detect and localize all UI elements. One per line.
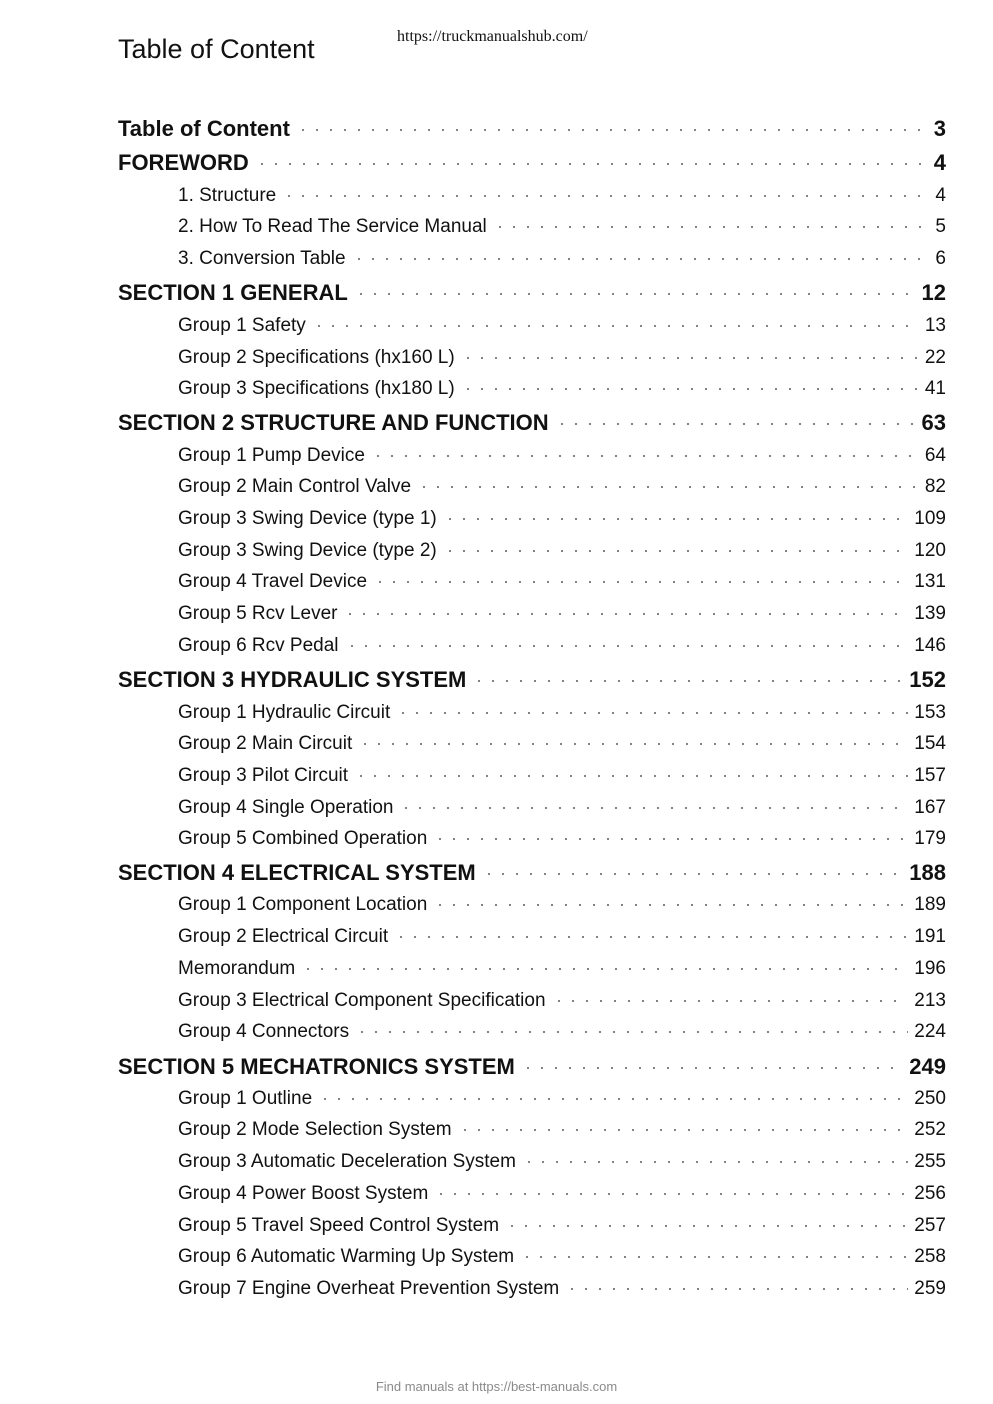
dot-leader	[343, 600, 908, 619]
dot-leader	[565, 1275, 908, 1294]
dot-leader	[345, 632, 909, 651]
toc-entry-title: 1. Structure	[178, 185, 277, 206]
toc-item-entry[interactable]	[178, 825, 946, 850]
toc-entry-title: 3. Conversion Table	[178, 248, 346, 269]
toc-entry-title: Group 3 Electrical Component Specification	[178, 990, 546, 1011]
dot-leader	[461, 375, 919, 394]
page-title: Table of Content	[118, 34, 315, 64]
dot-leader	[354, 762, 908, 781]
toc-entry-page-number: 4	[933, 150, 946, 175]
toc-entry-page-number: 3	[933, 116, 946, 141]
dot-leader	[318, 1085, 908, 1104]
toc-entry-page-number: 153	[914, 702, 946, 723]
toc-entry-title: Group 2 Mode Selection System	[178, 1119, 452, 1140]
toc-entry-page-number: 82	[924, 476, 946, 497]
toc-entry-page-number: 224	[914, 1021, 946, 1042]
toc-item-entry[interactable]	[178, 762, 946, 787]
toc-entry-page-number: 64	[924, 445, 946, 466]
toc-item-entry[interactable]	[178, 1243, 946, 1268]
toc-item-entry[interactable]	[178, 344, 946, 369]
toc-entry-title: 2. How To Read The Service Manual	[178, 216, 487, 237]
dot-leader	[296, 114, 928, 136]
toc-entry-title: Group 5 Combined Operation	[178, 828, 428, 849]
toc-item-entry[interactable]	[178, 632, 946, 657]
toc-item-entry[interactable]	[178, 375, 946, 400]
toc-entry-title: Group 1 Pump Device	[178, 445, 365, 466]
toc-entry-title: Group 1 Safety	[178, 315, 306, 336]
dot-leader	[371, 442, 919, 461]
toc-item-entry[interactable]	[178, 1275, 946, 1300]
toc-entry-page-number: 250	[914, 1088, 946, 1109]
toc-entry-page-number: 5	[935, 216, 946, 237]
toc-section-entry[interactable]	[118, 114, 946, 142]
dot-leader	[433, 825, 908, 844]
dot-leader	[399, 794, 908, 813]
dot-leader	[312, 312, 919, 331]
dot-leader	[443, 537, 909, 556]
toc-entry-title: FOREWORD	[118, 150, 249, 175]
toc-entry-title: Table of Content	[118, 116, 290, 141]
toc-item-entry[interactable]	[178, 794, 946, 819]
header-url[interactable]: https://truckmanualshub.com/	[397, 28, 588, 45]
toc-entry-title: Group 3 Specifications (hx180 L)	[178, 378, 455, 399]
dot-leader	[352, 245, 930, 264]
toc-item-entry[interactable]	[178, 891, 946, 916]
dot-leader	[373, 568, 908, 587]
toc-entry-page-number: 154	[914, 733, 946, 754]
toc-item-entry[interactable]	[178, 1212, 946, 1237]
toc-entry-page-number: 13	[924, 315, 946, 336]
toc-entry-page-number: 157	[914, 765, 946, 786]
toc-section-entry[interactable]	[118, 408, 946, 436]
toc-entry-page-number: 191	[914, 926, 946, 947]
toc-item-entry[interactable]	[178, 213, 946, 238]
toc-entry-title: Group 1 Outline	[178, 1088, 313, 1109]
toc-entry-page-number: 146	[914, 635, 946, 656]
toc-entry-title: SECTION 1 GENERAL	[118, 280, 348, 305]
toc-entry-page-number: 12	[921, 280, 946, 305]
toc-item-entry[interactable]	[178, 312, 946, 337]
dot-leader	[255, 148, 928, 170]
footer-link[interactable]: Find manuals at https://best-manuals.com	[375, 1379, 618, 1394]
toc-entry-title: Group 2 Main Control Valve	[178, 476, 412, 497]
toc-entry-title: SECTION 4 ELECTRICAL SYSTEM	[118, 860, 476, 885]
dot-leader	[301, 955, 908, 974]
toc-entry-title: Group 4 Power Boost System	[178, 1183, 429, 1204]
dot-leader	[555, 408, 916, 430]
toc-item-entry[interactable]	[178, 1116, 946, 1141]
toc-section-entry[interactable]	[118, 665, 946, 693]
dot-leader	[552, 987, 909, 1006]
toc-item-entry[interactable]	[178, 730, 946, 755]
toc-entry-page-number: 22	[924, 347, 946, 368]
dot-leader	[493, 213, 930, 232]
toc-item-entry[interactable]	[178, 955, 946, 980]
toc-entry-page-number: 63	[921, 410, 946, 435]
dot-leader	[355, 1018, 908, 1037]
toc-entry-page-number: 257	[914, 1215, 946, 1236]
toc-entry-page-number: 256	[914, 1183, 946, 1204]
toc-item-entry[interactable]	[178, 537, 946, 562]
toc-entry-title: Group 5 Travel Speed Control System	[178, 1215, 500, 1236]
toc-entry-page-number: 109	[914, 508, 946, 529]
dot-leader	[520, 1243, 908, 1262]
toc-entry-page-number: 139	[914, 603, 946, 624]
toc-entry-page-number: 179	[914, 828, 946, 849]
toc-entry-title: Group 6 Automatic Warming Up System	[178, 1246, 515, 1267]
toc-entry-title: Group 6 Rcv Pedal	[178, 635, 339, 656]
toc-item-entry[interactable]	[178, 1085, 946, 1110]
toc-entry-title: Group 1 Hydraulic Circuit	[178, 702, 391, 723]
toc-section-entry[interactable]	[118, 1052, 946, 1080]
toc-item-entry[interactable]	[178, 473, 946, 498]
dot-leader	[434, 1180, 908, 1199]
dot-leader	[394, 923, 908, 942]
toc-item-entry[interactable]	[178, 1148, 946, 1173]
toc-section-entry[interactable]	[118, 148, 946, 176]
dot-leader	[461, 344, 919, 363]
toc-entry-page-number: 249	[909, 1054, 946, 1079]
dot-leader	[396, 699, 908, 718]
dot-leader	[472, 665, 903, 687]
toc-entry-page-number: 6	[935, 248, 946, 269]
toc-entry-title: Group 7 Engine Overheat Prevention System	[178, 1278, 560, 1299]
dot-leader	[433, 891, 908, 910]
toc-entry-title: SECTION 2 STRUCTURE AND FUNCTION	[118, 410, 549, 435]
toc-entry-title: Group 3 Swing Device (type 2)	[178, 540, 437, 561]
toc-entry-page-number: 259	[914, 1278, 946, 1299]
toc-item-entry[interactable]	[178, 442, 946, 467]
toc-entry-page-number: 4	[935, 185, 946, 206]
toc-item-entry[interactable]	[178, 1018, 946, 1043]
toc-item-entry[interactable]	[178, 987, 946, 1012]
toc-entry-page-number: 255	[914, 1151, 946, 1172]
toc-item-entry[interactable]	[178, 923, 946, 948]
toc-item-entry[interactable]	[178, 568, 946, 593]
toc-item-entry[interactable]	[178, 600, 946, 625]
toc-entry-title: Group 4 Connectors	[178, 1021, 350, 1042]
toc-entry-title: Memorandum	[178, 958, 296, 979]
dot-leader	[522, 1148, 908, 1167]
toc-entry-page-number: 213	[914, 990, 946, 1011]
toc-entry-page-number: 120	[914, 540, 946, 561]
toc-entry-title: Group 4 Travel Device	[178, 571, 368, 592]
dot-leader	[505, 1212, 908, 1231]
toc-entry-page-number: 152	[909, 667, 946, 692]
dot-leader	[358, 730, 908, 749]
toc-section-entry[interactable]	[118, 858, 946, 886]
dot-leader	[443, 505, 909, 524]
toc-item-entry[interactable]	[178, 1180, 946, 1205]
toc-entry-title: Group 3 Pilot Circuit	[178, 765, 349, 786]
toc-section-entry[interactable]	[118, 278, 946, 306]
dot-leader	[417, 473, 919, 492]
dot-leader	[458, 1116, 909, 1135]
toc-entry-page-number: 196	[914, 958, 946, 979]
toc-entry-title: Group 3 Automatic Deceleration System	[178, 1151, 516, 1172]
toc-entry-page-number: 131	[914, 571, 946, 592]
toc-entry-title: Group 1 Component Location	[178, 894, 428, 915]
dot-leader	[354, 278, 916, 300]
toc-entry-page-number: 41	[924, 378, 946, 399]
toc-entry-page-number: 167	[914, 797, 946, 818]
toc-item-entry[interactable]	[178, 182, 946, 207]
toc-item-entry[interactable]	[178, 245, 946, 270]
dot-leader	[282, 182, 929, 201]
toc-item-entry[interactable]	[178, 505, 946, 530]
toc-entry-title: SECTION 5 MECHATRONICS SYSTEM	[118, 1054, 515, 1079]
toc-entry-title: Group 5 Rcv Lever	[178, 603, 338, 624]
dot-leader	[482, 858, 904, 880]
dot-leader	[521, 1052, 903, 1074]
toc-entry-page-number: 252	[914, 1119, 946, 1140]
toc-entry-page-number: 189	[914, 894, 946, 915]
toc-entry-page-number: 258	[914, 1246, 946, 1267]
toc-entry-title: Group 4 Single Operation	[178, 797, 394, 818]
toc-item-entry[interactable]	[178, 699, 946, 724]
toc-entry-title: Group 2 Specifications (hx160 L)	[178, 347, 455, 368]
toc-entry-title: SECTION 3 HYDRAULIC SYSTEM	[118, 667, 467, 692]
toc-entry-title: Group 3 Swing Device (type 1)	[178, 508, 437, 529]
toc-entry-title: Group 2 Main Circuit	[178, 733, 353, 754]
toc-entry-title: Group 2 Electrical Circuit	[178, 926, 389, 947]
toc-entry-page-number: 188	[909, 860, 946, 885]
